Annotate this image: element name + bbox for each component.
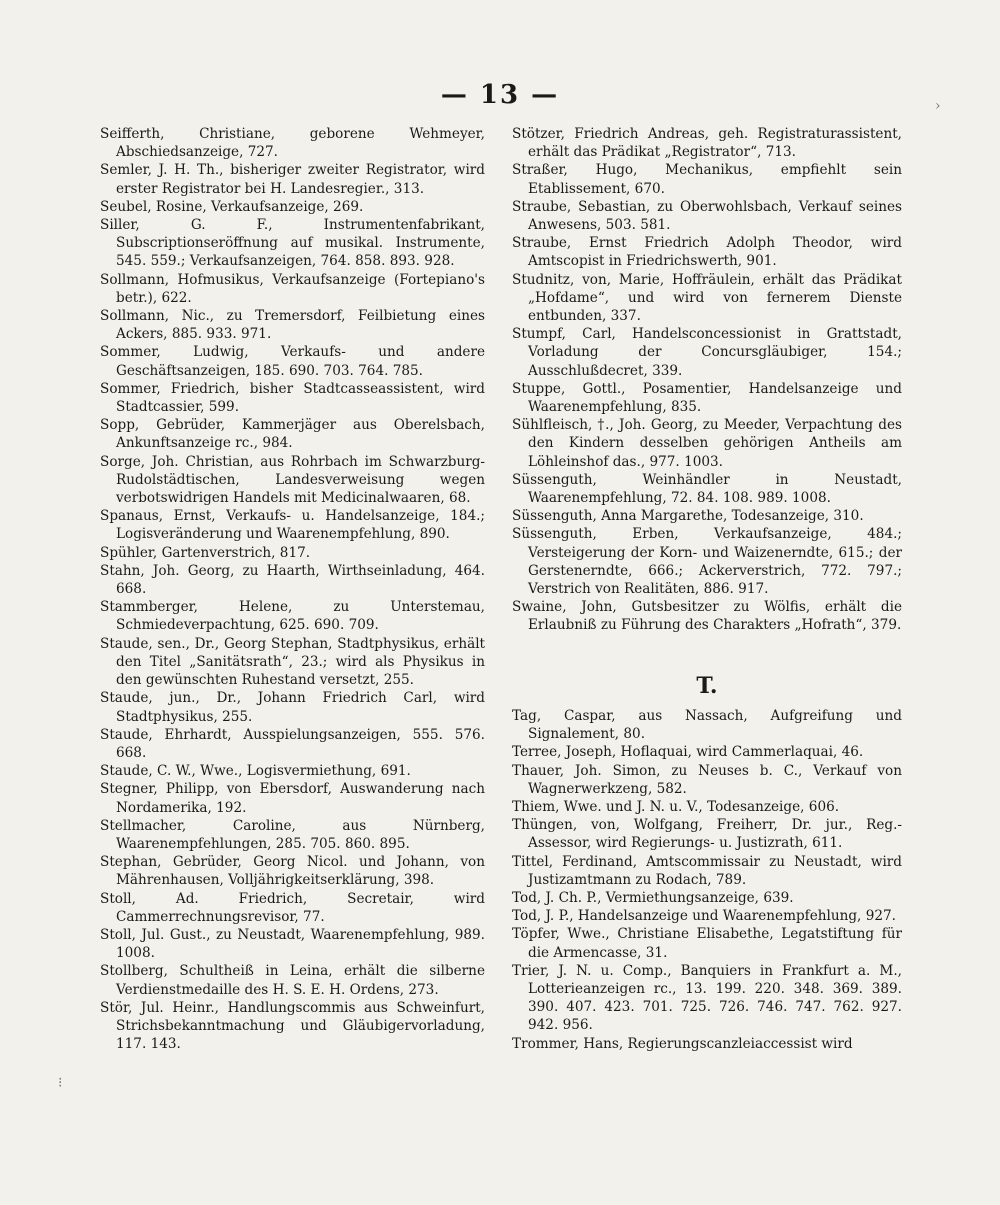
index-entry: Spanaus, Ernst, Verkaufs- u. Handelsanzeige, 184.; Logisveränderung und Waarenempfehlung, 890.	[100, 508, 485, 543]
margin-mark: ⁝	[58, 1075, 63, 1091]
index-entry: Staude, Ehrhardt, Ausspielungsanzeigen, 555. 576. 668.	[100, 726, 485, 761]
index-entry: Stephan, Gebrüder, Georg Nicol. und Johann, von Mährenhausen, Volljährigkeitserklärung, 398.	[100, 854, 485, 889]
index-entry: Töpfer, Wwe., Christiane Elisabethe, Legatstiftung für die Armencasse, 31.	[512, 926, 902, 961]
index-entry: Stoll, Ad. Friedrich, Secretair, wird Cammerrechnungsrevisor, 77.	[100, 890, 485, 925]
index-entry: Studnitz, von, Marie, Hoffräulein, erhält das Prädikat „Hofdame“, und wird von fernerem Dienste entbunden, 337.	[512, 271, 902, 325]
index-entry: Straube, Ernst Friedrich Adolph Theodor, wird Amtscopist in Friedrichswerth, 901.	[512, 235, 902, 270]
index-entry: Süssenguth, Anna Margarethe, Todesanzeige, 310.	[512, 508, 864, 525]
index-entry: Staude, jun., Dr., Johann Friedrich Carl, wird Stadtphysikus, 255.	[100, 690, 485, 725]
index-entry: Seifferth, Christiane, geborene Wehmeyer, Abschiedsanzeige, 727.	[100, 126, 485, 161]
index-entry: Tod, J. Ch. P., Vermiethungsanzeige, 639.	[512, 889, 794, 906]
index-entry: Stollberg, Schultheiß in Leina, erhält die silberne Verdienstmedaille des H. S. E. H. Ordens, 273.	[100, 963, 485, 998]
left-column	[100, 125, 485, 1053]
s-entries	[512, 125, 902, 635]
index-entry: Sommer, Ludwig, Verkaufs- und andere Geschäftsanzeigen, 185. 690. 703. 764. 785.	[100, 344, 485, 379]
index-entry: Sorge, Joh. Christian, aus Rohrbach im Schwarzburg-Rudolstädtischen, Landesverweisung wegen verbotswidrigen Handels mit Medicinalwaaren, 68.	[100, 453, 485, 507]
index-entry: Sühlfleisch, †., Joh. Georg, zu Meeder, Verpachtung des den Kindern desselben gehörigen Antheils am Löhleinshof das., 977. 1003.	[512, 417, 902, 470]
index-entry: Stegner, Philipp, von Ebersdorf, Auswanderung nach Nordamerika, 192.	[100, 781, 485, 816]
right-column	[512, 125, 902, 1053]
index-entry: Stoll, Jul. Gust., zu Neustadt, Waarenempfehlung, 989. 1008.	[100, 926, 485, 962]
index-entry: Sommer, Friedrich, bisher Stadtcasseassistent, wird Stadtcassier, 599.	[100, 380, 485, 416]
index-entry: Seubel, Rosine, Verkaufsanzeige, 269.	[100, 198, 364, 215]
index-entry: Thiem, Wwe. und J. N. u. V., Todesanzeige, 606.	[512, 798, 840, 815]
index-entry: Siller, G. F., Instrumentenfabrikant, Subscriptionseröffnung auf musikal. Instrumente, 545. 559.; Verkaufsanzeigen, 764. 858. 893. 928.	[100, 217, 485, 270]
index-entry: Trier, J. N. u. Comp., Banquiers in Frankfurt a. M., Lotterieanzeigen rc., 13. 199. 220. 348. 369. 389. 390. 407. 423. 701. 725. 726. 746. 747. 762. 927. 942. 956.	[512, 962, 902, 1034]
index-entry: Stammberger, Helene, zu Unterstemau, Schmiedeverpachtung, 625. 690. 709.	[100, 599, 485, 634]
index-entry: Tag, Caspar, aus Nassach, Aufgreifung und Signalement, 80.	[512, 707, 902, 743]
index-entry: Terree, Joseph, Hoflaquai, wird Cammerlaquai, 46.	[512, 744, 864, 761]
index-entry: Sollmann, Nic., zu Tremersdorf, Feilbietung eines Ackers, 885. 933. 971.	[100, 308, 485, 343]
index-entry: Trommer, Hans, Regierungscanzleiaccessist wird	[512, 1035, 853, 1052]
index-entry: Stumpf, Carl, Handelsconcessionist in Grattstadt, Vorladung der Concursgläubiger, 154.; Ausschlußdecret, 339.	[512, 326, 902, 379]
index-entry: Süssenguth, Weinhändler in Neustadt, Waarenempfehlung, 72. 84. 108. 989. 1008.	[512, 471, 902, 507]
index-entry: Tittel, Ferdinand, Amtscommissair zu Neustadt, wird Justizamtmann zu Rodach, 789.	[512, 853, 902, 888]
page-number: — 13 —	[440, 80, 560, 110]
index-entry: Straube, Sebastian, zu Oberwohlsbach, Verkauf seines Anwesens, 503. 581.	[512, 198, 902, 234]
index-entry: Tod, J. P., Handelsanzeige und Waarenempfehlung, 927.	[512, 908, 896, 925]
index-entry: Straßer, Hugo, Mechanikus, empfiehlt sein Etablissement, 670.	[512, 162, 902, 197]
index-entry: Sopp, Gebrüder, Kammerjäger aus Oberelsbach, Ankunftsanzeige rc., 984.	[100, 417, 485, 452]
index-entry: Süssenguth, Erben, Verkaufsanzeige, 484.; Versteigerung der Korn- und Waizenerndte, 615.; der Gerstenerndte, 666.; Ackerverstrich, 772. 797.; Verstrich von Realitäten, 886. 917.	[512, 526, 902, 598]
section-letter-t: T.	[696, 672, 718, 699]
index-entry: Semler, J. H. Th., bisheriger zweiter Registrator, wird erster Registrator bei H. Landesregier., 313.	[100, 162, 485, 197]
index-entry: Sollmann, Hofmusikus, Verkaufsanzeige (Fortepiano's betr.), 622.	[100, 271, 485, 306]
margin-mark: ›	[935, 98, 941, 114]
index-entry: Stellmacher, Caroline, aus Nürnberg, Waarenempfehlungen, 285. 705. 860. 895.	[100, 817, 485, 852]
index-entry: Swaine, John, Gutsbesitzer zu Wölfis, erhält die Erlaubniß zu Führung des Charakters „Hofrath“, 379.	[512, 599, 902, 634]
index-entry: Thüngen, von, Wolfgang, Freiherr, Dr. jur., Reg.-Assessor, wird Regierungs- u. Justizrath, 611.	[512, 817, 902, 852]
index-entry: Stahn, Joh. Georg, zu Haarth, Wirthseinladung, 464. 668.	[100, 562, 485, 598]
index-entry: Thauer, Joh. Simon, zu Neuses b. C., Verkauf von Wagnerwerkzeng, 582.	[512, 762, 902, 797]
t-entries	[512, 707, 902, 1053]
index-entry: Stuppe, Gottl., Posamentier, Handelsanzeige und Waarenempfehlung, 835.	[512, 380, 902, 416]
index-entry: Spühler, Gartenverstrich, 817.	[100, 544, 311, 561]
index-entry: Stötzer, Friedrich Andreas, geh. Registraturassistent, erhält das Prädikat „Registrator“, 713.	[512, 126, 902, 161]
index-entry: Stör, Jul. Heinr., Handlungscommis aus Schweinfurt, Strichsbekanntmachung und Gläubigervorladung, 117. 143.	[100, 999, 485, 1053]
index-entry: Staude, C. W., Wwe., Logisvermiethung, 691.	[100, 763, 411, 780]
index-entry: Staude, sen., Dr., Georg Stephan, Stadtphysikus, erhält den Titel „Sanitätsrath“, 23.; wird als Physikus in den gewünschten Ruhestand versetzt, 255.	[100, 635, 485, 689]
